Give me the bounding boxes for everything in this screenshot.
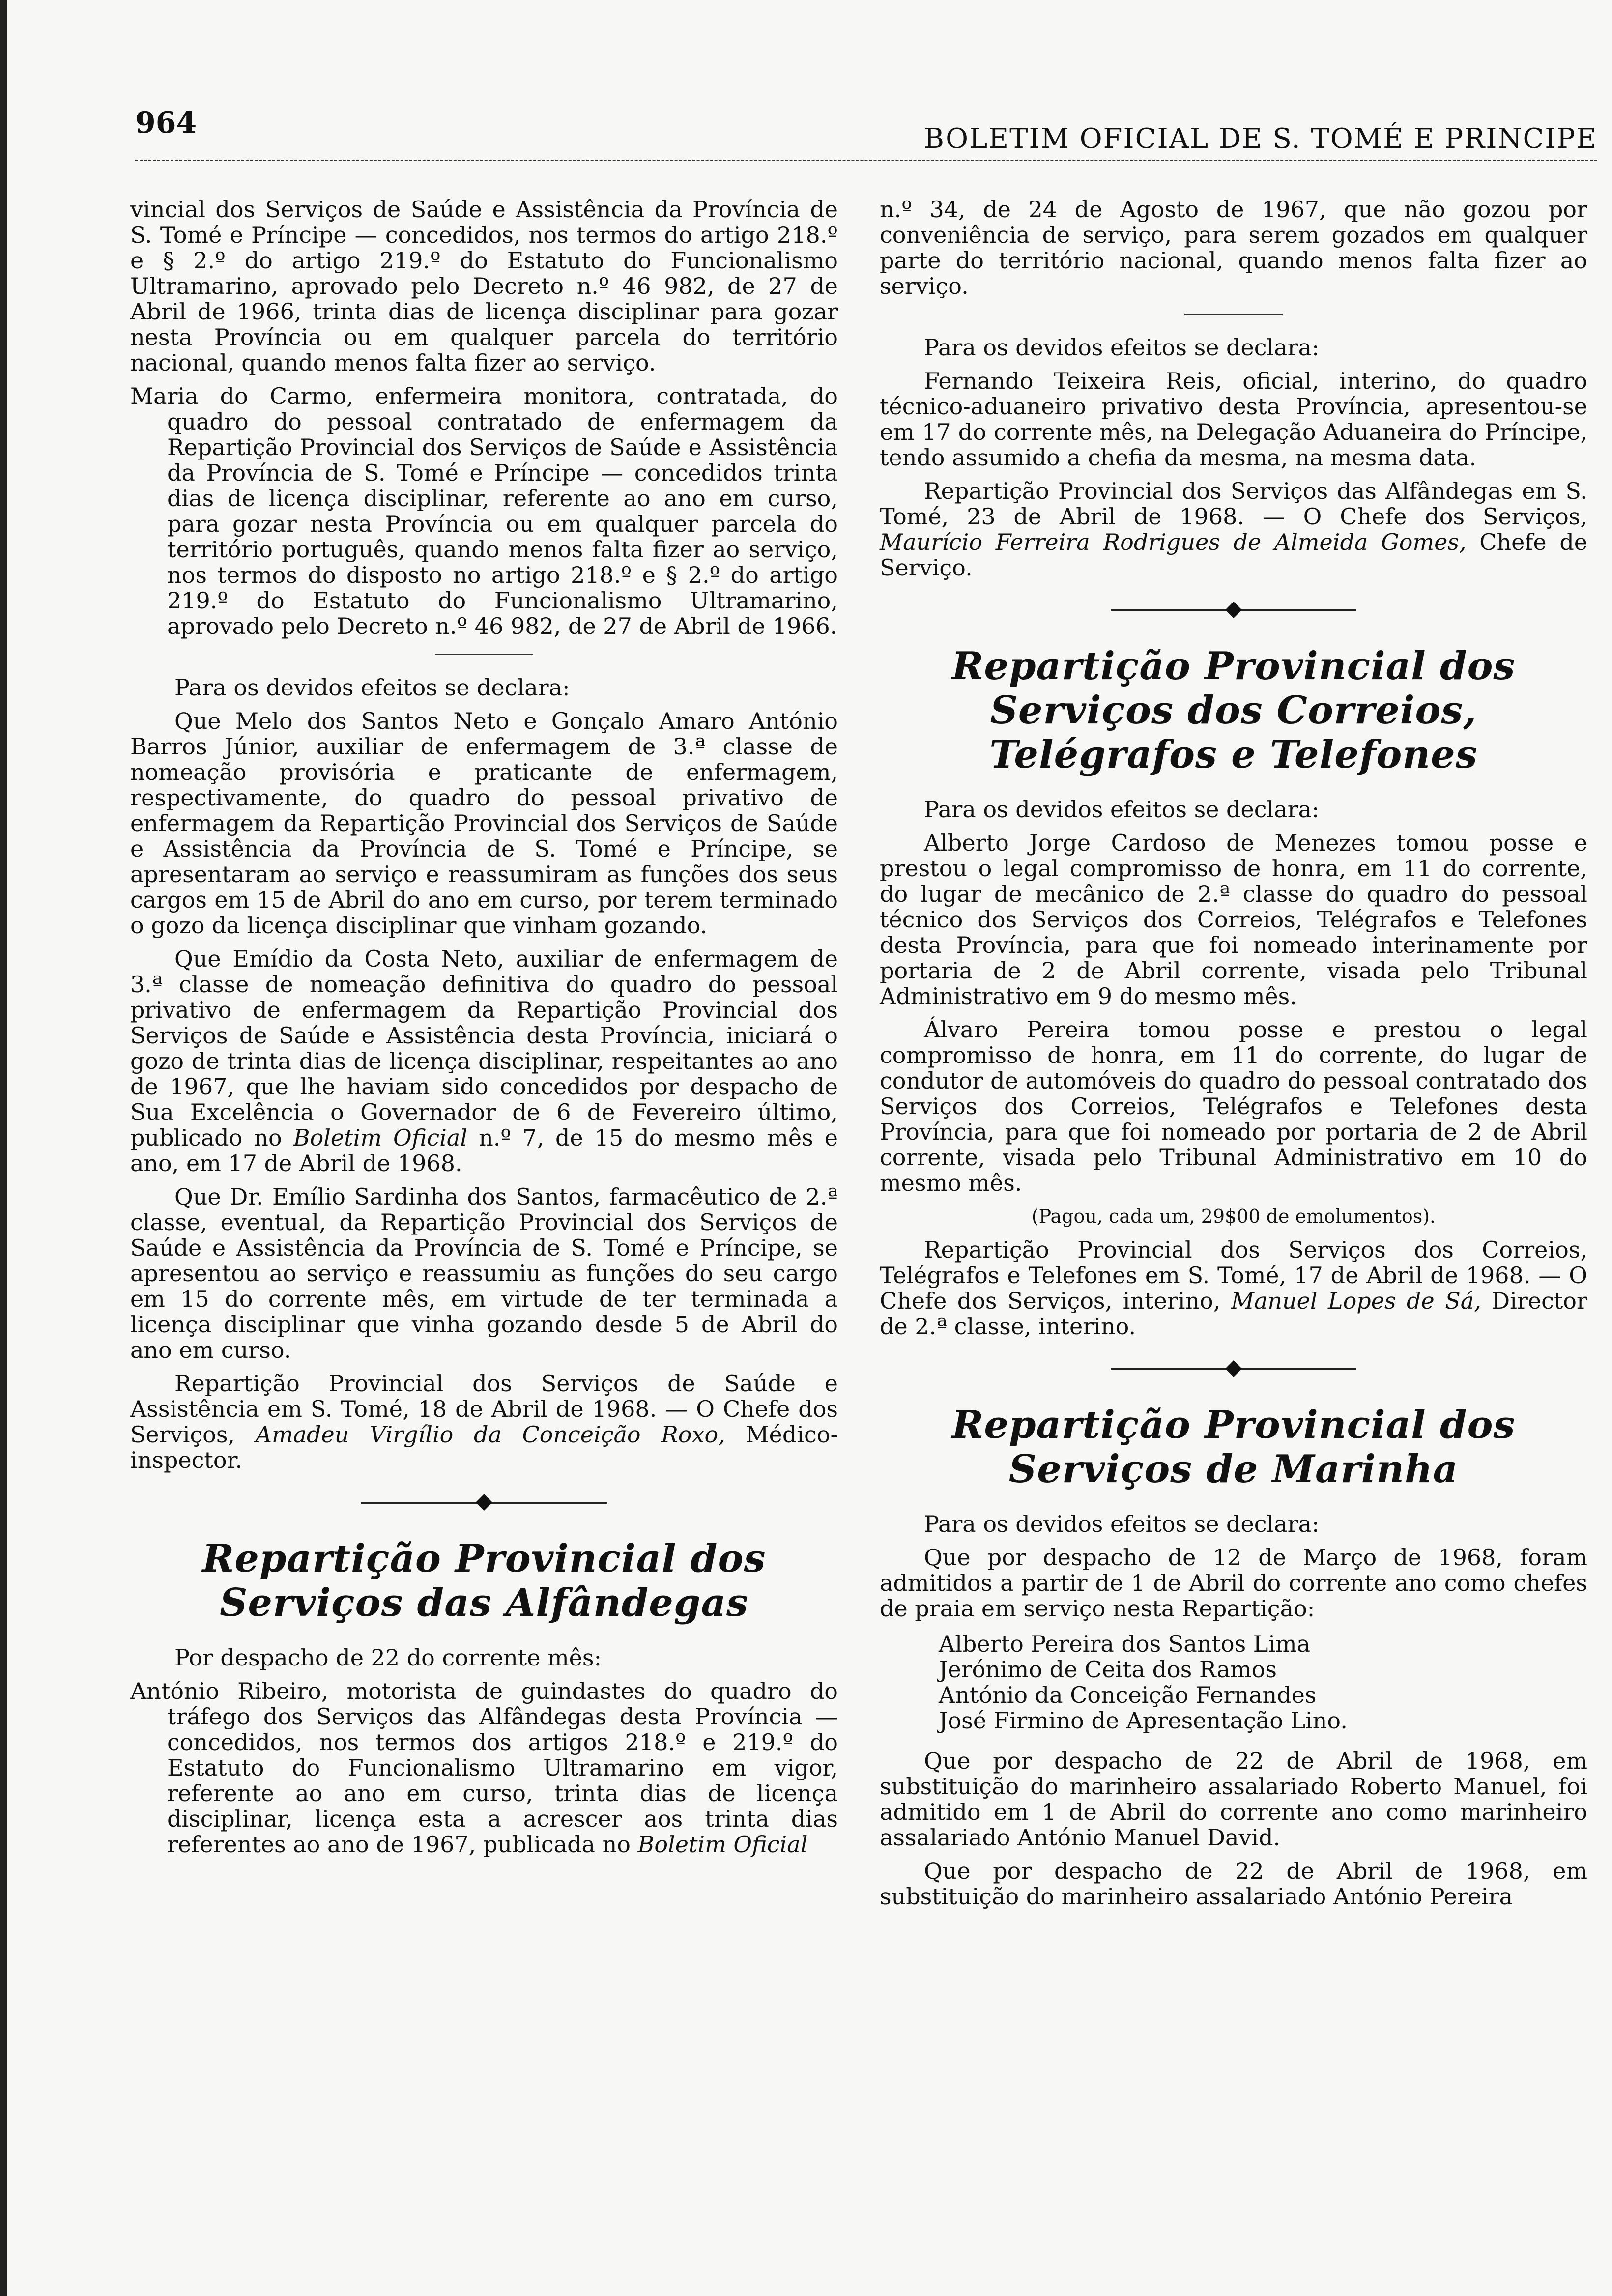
paragraph: vincial dos Serviços de Saúde e Assistência da Província de S. Tomé e Príncipe — concedidos, nos termos do artigo 218.º e § 2.º do artigo 219.º do Estatuto do Funcionalismo Ultramarino, aprovado pelo Decreto n.º 46 982, de 27 de Abril de 1966, trinta dias de licença disciplinar para gozar nesta Província ou em qualquer parcela do território nacional, quando menos falta fizer ao serviço. <box>130 196 838 376</box>
paragraph: Que Dr. Emílio Sardinha dos Santos, farmacêutico de 2.ª classe, eventual, da Repartição Provincial dos Serviços de Saúde e Assistência da Província de S. Tomé e Príncipe, se apresentou ao serviço e reassumiu as funções do seu cargo em 15 do corrente mês, em virtude de ter terminada a licença disciplinar que vinha gozando desde 5 de Abril do ano em curso. <box>130 1183 838 1363</box>
section-divider <box>1111 600 1356 620</box>
page-edge <box>0 0 7 2296</box>
paragraph: n.º 34, de 24 de Agosto de 1967, que não gozou por conveniência de serviço, para serem gozados em qualquer parte do território nacional, quando menos falta fizer ao serviço. <box>880 196 1587 299</box>
section-heading: Repartição Provincial dos Serviços dos Correios, Telégrafos e Telefones <box>951 644 1516 777</box>
declaration-intro: Para os devidos efeitos se declara: <box>924 1511 1320 1537</box>
paragraph: Que Emídio da Costa Neto, auxiliar de enfermagem de 3.ª classe de nomeação definitiva do quadro do pessoal privativo de enfermagem da Repartição Provincial dos Serviços de Saúde e Assistência desta Província, iniciará o gozo de trinta dias de licença disciplinar, respeitantes ao ano de 1967, que lhe haviam sido concedidos por despacho de Sua Excelência o Governador de 6 de Fevereiro último, publicado no Boletim Oficial n.º 7, de 15 do mesmo mês e ano, em 17 de Abril de 1968. <box>130 946 838 1177</box>
left-column <box>130 197 838 1865</box>
running-header: BOLETIM OFICIAL DE S. TOMÉ E PRINCIPE <box>923 123 1597 155</box>
section-rule <box>1184 314 1283 315</box>
paragraph: Álvaro Pereira tomou posse e prestou o legal compromisso de honra, em 11 do corrente, do lugar de condutor de automóveis do quadro do pessoal contratado dos Serviços dos Correios, Telégrafos e Telefones desta Província, para que foi nomeado por portaria de 2 de Abril corrente, visada pelo Tribunal Administrativo em 10 do mesmo mês. <box>880 1016 1587 1196</box>
signature-paragraph: Repartição Provincial dos Serviços de Saúde e Assistência em S. Tomé, 18 de Abril de 1968. — O Chefe dos Serviços, Amadeu Virgílio da Conceição Roxo, Médico-inspector. <box>130 1370 838 1473</box>
signature-paragraph: Repartição Provincial dos Serviços das Alfândegas em S. Tomé, 23 de Abril de 1968. — O Chefe dos Serviços, Maurício Ferreira Rodrigues de Almeida Gomes, Chefe de Serviço. <box>880 478 1587 581</box>
list-item: Jerónimo de Ceita dos Ramos <box>939 1656 1277 1683</box>
section-divider <box>361 1492 607 1512</box>
section-divider <box>1111 1359 1356 1378</box>
fee-note: (Pagou, cada um, 29$00 de emolumentos). <box>1031 1205 1436 1227</box>
paragraph: Que por despacho de 22 de Abril de 1968, em substituição do marinheiro assalariado Roberto Manuel, foi admitido em 1 de Abril do corrente ano como marinheiro assalariado António Manuel David. <box>880 1748 1587 1851</box>
names-list <box>880 1631 1587 1733</box>
declaration-intro: Para os devidos efeitos se declara: <box>924 334 1320 361</box>
header-rule <box>135 160 1597 161</box>
paragraph: Que Melo dos Santos Neto e Gonçalo Amaro António Barros Júnior, auxiliar de enfermagem de 3.ª classe de nomeação provisória e praticante de enfermagem, respectivamente, do quadro do pessoal privativo de enfermagem da Repartição Provincial dos Serviços de Saúde e Assistência da Província de S. Tomé e Príncipe, se apresentaram ao serviço e reassumiram as funções dos seus cargos em 15 de Abril do ano em curso, por terem terminado o gozo da licença disciplinar que vinham gozando. <box>130 708 838 939</box>
list-item: José Firmino de Apresentação Lino. <box>939 1707 1348 1734</box>
despacho-intro: Por despacho de 22 do corrente mês: <box>174 1644 602 1671</box>
declaration-intro: Para os devidos efeitos se declara: <box>174 674 570 701</box>
page-number: 964 <box>135 106 197 140</box>
section-heading: Repartição Provincial dos Serviços das Alfândegas <box>202 1536 766 1625</box>
paragraph: Alberto Jorge Cardoso de Menezes tomou posse e prestou o legal compromisso de honra, em 11 do corrente, do lugar de mecânico de 2.ª classe do quadro do pessoal técnico dos Serviços dos Correios, Telégrafos e Telefones desta Província, para que foi nomeado interinamente por portaria de 2 de Abril corrente, visada pelo Tribunal Administrativo em 9 do mesmo mês. <box>880 830 1587 1009</box>
paragraph: Maria do Carmo, enfermeira monitora, contratada, do quadro do pessoal contratado de enfermagem da Repartição Provincial dos Serviços de Saúde e Assistência da Província de S. Tomé e Príncipe — concedidos trinta dias de licença disciplinar, referente ao ano em curso, para gozar nesta Província ou em qualquer parcela do território português, quando menos falta fizer ao serviço, nos termos do disposto no artigo 218.º e § 2.º do artigo 219.º do Estatuto do Funcionalismo Ultramarino, aprovado pelo Decreto n.º 46 982, de 27 de Abril de 1966. <box>130 383 838 639</box>
paragraph: Fernando Teixeira Reis, oficial, interino, do quadro técnico-aduaneiro privativo desta Província, apresentou-se em 17 do corrente mês, na Delegação Aduaneira do Príncipe, tendo assumido a chefia da mesma, na mesma data. <box>880 368 1587 471</box>
list-item: António da Conceição Fernandes <box>939 1682 1317 1708</box>
list-item: Alberto Pereira dos Santos Lima <box>939 1631 1311 1657</box>
paragraph: António Ribeiro, motorista de guindastes do quadro do tráfego dos Serviços das Alfândegas desta Província — concedidos, nos termos dos artigos 218.º e 219.º do Estatuto do Funcionalismo Ultramarino em vigor, referente ao ano em curso, trinta dias de licença disciplinar, licença esta a acrescer aos trinta dias referentes ao ano de 1967, publicada no Boletim Oficial <box>130 1678 838 1858</box>
right-column <box>880 197 1587 1917</box>
paragraph: Que por despacho de 12 de Março de 1968, foram admitidos a partir de 1 de Abril do corrente ano como chefes de praia em serviço nesta Repartição: <box>880 1544 1587 1622</box>
declaration-intro: Para os devidos efeitos se declara: <box>924 796 1320 823</box>
section-rule <box>435 654 533 655</box>
signature-paragraph: Repartição Provincial dos Serviços dos Correios, Telégrafos e Telefones em S. Tomé, 17 de Abril de 1968. — O Chefe dos Serviços, interino, Manuel Lopes de Sá, Director de 2.ª classe, interino. <box>880 1236 1587 1340</box>
paragraph: Que por despacho de 22 de Abril de 1968, em substituição do marinheiro assalariado António Pereira <box>880 1858 1587 1910</box>
section-heading: Repartição Provincial dos Serviços de Marinha <box>951 1403 1516 1492</box>
